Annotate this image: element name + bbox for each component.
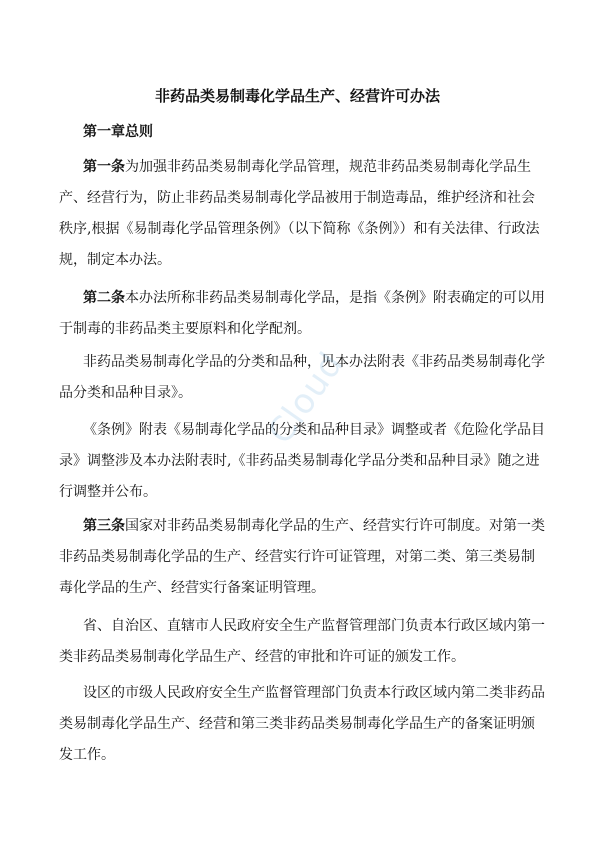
article-number: 第一条	[83, 159, 125, 175]
article-text: 《条例》附表《易制毒化学品的分类和品种目录》调整或者《危险化学品目录》调整涉及本办法附表时,《非药品类易制毒化学品分类和品种目录》随之进行调整并公布。	[59, 422, 545, 500]
article-text: 非药品类易制毒化学品的分类和品种，见本办法附表《非药品类易制毒化学品分类和品种目录》。	[59, 354, 545, 401]
article-paragraph	[59, 511, 545, 604]
article-text: 国家对非药品类易制毒化学品的生产、经营实行许可制度。对第一类非药品类易制毒化学品的生产、经营实行许可证管理，对第二类、第三类易制毒化学品的生产、经营实行备案证明管理。	[59, 518, 545, 596]
article-text: 本办法所称非药品类易制毒化学品，是指《条例》附表确定的可以用于制毒的非药品类主要原料和化学配剂。	[59, 290, 545, 337]
article-text: 省、自治区、直辖市人民政府安全生产监督管理部门负责本行政区域内第一类非药品类易制毒化学品生产、经营的审批和许可证的颁发工作。	[59, 618, 545, 665]
article-number: 第二条	[83, 290, 125, 306]
watermark: Cloud	[260, 344, 352, 452]
article-number: 第三条	[83, 518, 125, 534]
article-paragraph	[59, 152, 545, 276]
article-paragraph	[59, 283, 545, 345]
document-title: 非药品类易制毒化学品生产、经营许可办法	[154, 87, 440, 105]
article-text: 为加强非药品类易制毒化学品管理，规范非药品类易制毒化学品生产、经营行为，防止非药品类易制毒化学品被用于制造毒品，维护经济和社会秩序,根据《易制毒化学品管理条例》（以下简称《条例》）和有关法律、行政法规，制定本办法。	[59, 159, 540, 268]
article-paragraph	[59, 678, 545, 771]
article-paragraph	[59, 415, 545, 508]
article-paragraph	[59, 611, 545, 673]
article-text: 设区的市级人民政府安全生产监督管理部门负责本行政区域内第二类非药品类易制毒化学品生产、经营和第三类非药品类易制毒化学品生产的备案证明颁发工作。	[59, 685, 545, 763]
chapter-heading: 第一章总则	[83, 124, 153, 140]
article-paragraph	[59, 347, 545, 409]
